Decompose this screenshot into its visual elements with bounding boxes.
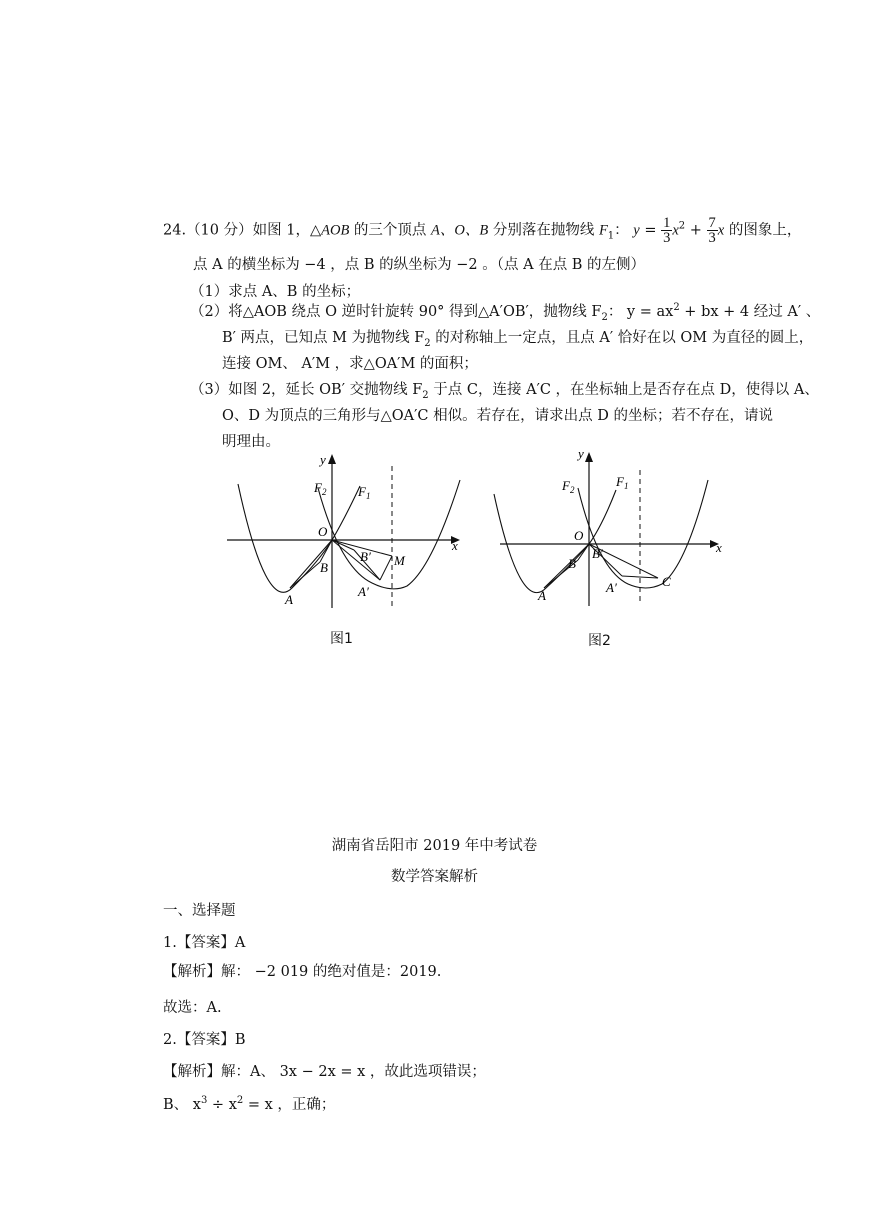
- y-axis-arrow: [585, 452, 593, 462]
- q1-conclusion: 故选：A.: [163, 1000, 222, 1016]
- answers-title: 湖南省岳阳市 2019 年中考试卷: [331, 838, 538, 854]
- text-fragment: ： y = ax: [607, 304, 674, 320]
- label-F2: $F_2$: [562, 478, 575, 495]
- subscript: 1: [607, 230, 615, 242]
- fraction-numerator: 1: [663, 215, 671, 231]
- problem-line-2: 点 A 的横坐标为 −4 ，点 B 的纵坐标为 −2 。（点 A 在点 B 的左侧）: [193, 257, 646, 273]
- text-fragment: （2）将△AOB 绕点 O 逆时针旋转 90° 得到△A′OB′，抛物线 F: [190, 304, 602, 320]
- equation-equals: =: [639, 222, 662, 239]
- text-fragment: ÷ x: [207, 1097, 237, 1113]
- subscript: 2: [422, 389, 429, 401]
- label-y: y: [320, 452, 326, 467]
- y-axis-arrow: [328, 454, 336, 464]
- problem-part-2-line-1: [190, 300, 820, 323]
- problem-part-1: （1）求点 A、B 的坐标；: [190, 284, 361, 300]
- figure-1: [222, 448, 472, 638]
- segment-OB: [578, 544, 589, 560]
- fraction-numerator: 7: [708, 215, 716, 231]
- problem-part-3-line-2: O、D 为顶点的三角形与△OA′C 相似。若存在，请求出点 D 的坐标；若不存在，请说: [222, 408, 773, 424]
- equation-x: x: [717, 222, 725, 239]
- text-fragment: 的图象上，: [724, 222, 802, 239]
- parabola-f1: [238, 484, 360, 592]
- label-A: A: [538, 588, 546, 603]
- label-A: A: [285, 592, 293, 607]
- segment-ApC: [622, 576, 658, 578]
- label-x: x: [716, 540, 722, 555]
- problem-part-3-line-1: [190, 378, 819, 401]
- text-fragment: 于点 C，连接 A′C ，在坐标轴上是否存在点 D，使得以 A、: [428, 382, 819, 398]
- text-fragment: = x ，正确；: [243, 1097, 336, 1113]
- figure-1-caption: 图1: [330, 631, 353, 647]
- q1-answer: 1.【答案】A: [163, 935, 246, 951]
- problem-line-1: [163, 216, 801, 245]
- problem-number: 24.: [163, 222, 187, 239]
- fraction-denominator: 3: [663, 230, 671, 246]
- label-F2: $F_2$: [314, 480, 327, 497]
- colon: ：: [614, 222, 629, 239]
- text-fragment: 分别落在抛物线: [488, 222, 599, 239]
- label-y: y: [578, 446, 584, 461]
- triangle-name: AOB: [321, 222, 350, 239]
- subscript: 2: [601, 311, 608, 323]
- label-Bp: B′: [592, 546, 603, 561]
- text-fragment: B、 x: [163, 1097, 201, 1113]
- parabola-label: F: [598, 222, 608, 239]
- q2-analysis: 【解析】解：A、 3x − 2x = x ，故此选项错误；: [163, 1064, 486, 1080]
- text-fragment: 的对称轴上一定点，且点 A′ 恰好在以 OM 为直径的圆上，: [430, 330, 814, 346]
- equation-y: y: [633, 222, 640, 239]
- equation-x: x: [672, 222, 679, 239]
- subscript: 2: [424, 337, 431, 349]
- text-fragment: 的三个顶点: [349, 222, 432, 239]
- exponent: 2: [678, 220, 686, 232]
- q2-option-b: [163, 1093, 335, 1114]
- label-B: B: [568, 556, 576, 571]
- fraction-seven-thirds: [707, 216, 718, 245]
- equation-plus: +: [685, 222, 707, 239]
- label-x: x: [452, 538, 458, 553]
- label-Ap: A′: [606, 580, 617, 595]
- figure-2-caption: 图2: [588, 633, 611, 649]
- label-F1: $F_1$: [358, 484, 371, 501]
- text-fragment: B′ 两点，已知点 M 为抛物线 F: [222, 330, 425, 346]
- segment-OA: [544, 544, 589, 588]
- segment-AB: [290, 562, 320, 588]
- fraction-one-third: [661, 216, 672, 245]
- label-M: M: [394, 553, 405, 568]
- label-O: O: [318, 524, 328, 539]
- label-C: C: [662, 574, 671, 589]
- segment-ApM: [380, 556, 392, 580]
- q2-answer: 2.【答案】B: [163, 1032, 246, 1048]
- problem-part-3-line-3: 明理由。: [222, 434, 280, 450]
- q1-analysis: 【解析】解： −2 019 的绝对值是：2019.: [163, 964, 442, 980]
- exponent: 2: [236, 1095, 244, 1107]
- label-F1: $F_1$: [616, 474, 629, 491]
- label-Bp: B′: [360, 549, 371, 564]
- parabola-f2: [318, 480, 460, 589]
- text-fragment: + bx + 4 经过 A′ 、: [679, 304, 821, 320]
- problem-points: （10 分）如图 1，: [186, 222, 310, 239]
- problem-part-2-line-2: [222, 326, 813, 349]
- text-fragment: （3）如图 2，延长 OB′ 交抛物线 F: [190, 382, 423, 398]
- exponent: 2: [673, 302, 680, 314]
- triangle-symbol: △: [309, 222, 322, 239]
- fraction-denominator: 3: [708, 230, 716, 246]
- problem-part-2-line-3: 连接 OM、 A′M ，求△OA′M 的面积；: [222, 356, 478, 372]
- vertex-names: A、O、B: [431, 222, 489, 239]
- answers-subtitle: 数学答案解析: [391, 869, 478, 885]
- exponent: 3: [200, 1095, 208, 1107]
- label-B: B: [320, 560, 328, 575]
- label-O: O: [574, 528, 584, 543]
- section-heading: 一、选择题: [163, 903, 236, 919]
- figure-2: [486, 446, 726, 626]
- parabola-f2: [578, 480, 708, 588]
- label-Ap: A′: [358, 584, 369, 599]
